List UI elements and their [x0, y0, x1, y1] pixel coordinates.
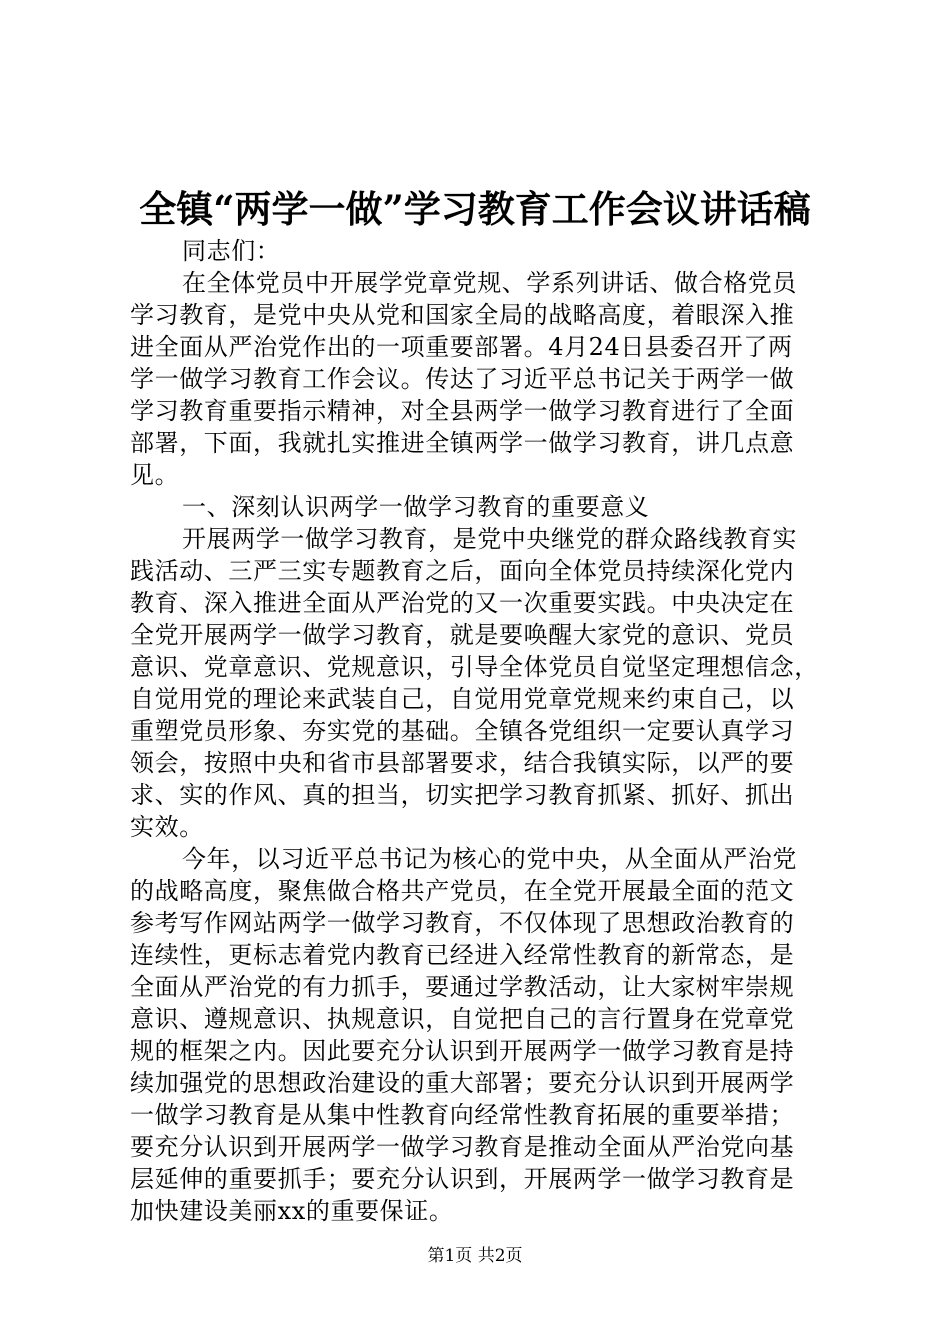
text-line: 加快建设美丽xx的重要保证。	[130, 1197, 454, 1225]
document-body	[130, 235, 820, 1227]
text-line: 部署，下面，我就扎实推进全镇两学一做学习教育，讲几点意	[130, 429, 795, 457]
text-line: 自觉用党的理论来武装自己，自觉用党章党规来约束自己，以	[130, 685, 795, 713]
text-line: 开展两学一做学习教育，是党中央继党的群众路线教育实	[182, 525, 797, 553]
text-line: 参考写作网站两学一做学习教育，不仅体现了思想政治教育的	[130, 909, 795, 937]
page-title: 全镇“两学一做”学习教育工作会议讲话稿	[139, 187, 811, 231]
text-line: 同志们：	[182, 237, 281, 265]
text-line: 一、深刻认识两学一做学习教育的重要意义	[182, 493, 650, 521]
page-footer: 第1页 共2页	[427, 1246, 523, 1266]
text-line: 践活动、三严三实专题教育之后，面向全体党员持续深化党内	[130, 557, 795, 585]
text-line: 实效。	[130, 813, 204, 841]
text-line: 见。	[130, 461, 180, 489]
text-line: 领会，按照中央和省市县部署要求，结合我镇实际，以严的要	[130, 749, 795, 777]
text-line: 学习教育，是党中央从党和国家全局的战略高度，着眼深入推	[130, 301, 795, 329]
text-line: 全党开展两学一做学习教育，就是要唤醒大家党的意识、党员	[130, 621, 795, 649]
text-line: 意识、党章意识、党规意识，引导全体党员自觉坚定理想信念，	[130, 653, 819, 681]
text-line: 续加强党的思想政治建设的重大部署；要充分认识到开展两学	[130, 1069, 795, 1097]
text-line: 的战略高度，聚焦做合格共产党员，在全党开展最全面的范文	[130, 877, 795, 905]
text-line: 规的框架之内。因此要充分认识到开展两学一做学习教育是持	[130, 1037, 795, 1065]
text-line: 进全面从严治党作出的一项重要部署。4月24日县委召开了两	[130, 333, 793, 361]
text-line: 意识、遵规意识、执规意识，自觉把自己的言行置身在党章党	[130, 1005, 795, 1033]
text-line: 连续性，更标志着党内教育已经进入经常性教育的新常态，是	[130, 941, 795, 969]
text-line: 要充分认识到开展两学一做学习教育是推动全面从严治党向基	[130, 1133, 795, 1161]
text-line: 学一做学习教育工作会议。传达了习近平总书记关于两学一做	[130, 365, 795, 393]
text-line: 教育、深入推进全面从严治党的又一次重要实践。中央决定在	[130, 589, 795, 617]
text-line: 一做学习教育是从集中性教育向经常性教育拓展的重要举措；	[130, 1101, 795, 1129]
text-line: 层延伸的重要抓手；要充分认识到，开展两学一做学习教育是	[130, 1165, 795, 1193]
text-line: 求、实的作风、真的担当，切实把学习教育抓紧、抓好、抓出	[130, 781, 795, 809]
text-line: 学习教育重要指示精神，对全县两学一做学习教育进行了全面	[130, 397, 795, 425]
text-line: 今年，以习近平总书记为核心的党中央，从全面从严治党	[182, 845, 797, 873]
text-line: 全面从严治党的有力抓手，要通过学教活动，让大家树牢崇规	[130, 973, 795, 1001]
text-line: 在全体党员中开展学党章党规、学系列讲话、做合格党员	[182, 269, 797, 297]
text-line: 重塑党员形象、夯实党的基础。全镇各党组织一定要认真学习	[130, 717, 795, 745]
